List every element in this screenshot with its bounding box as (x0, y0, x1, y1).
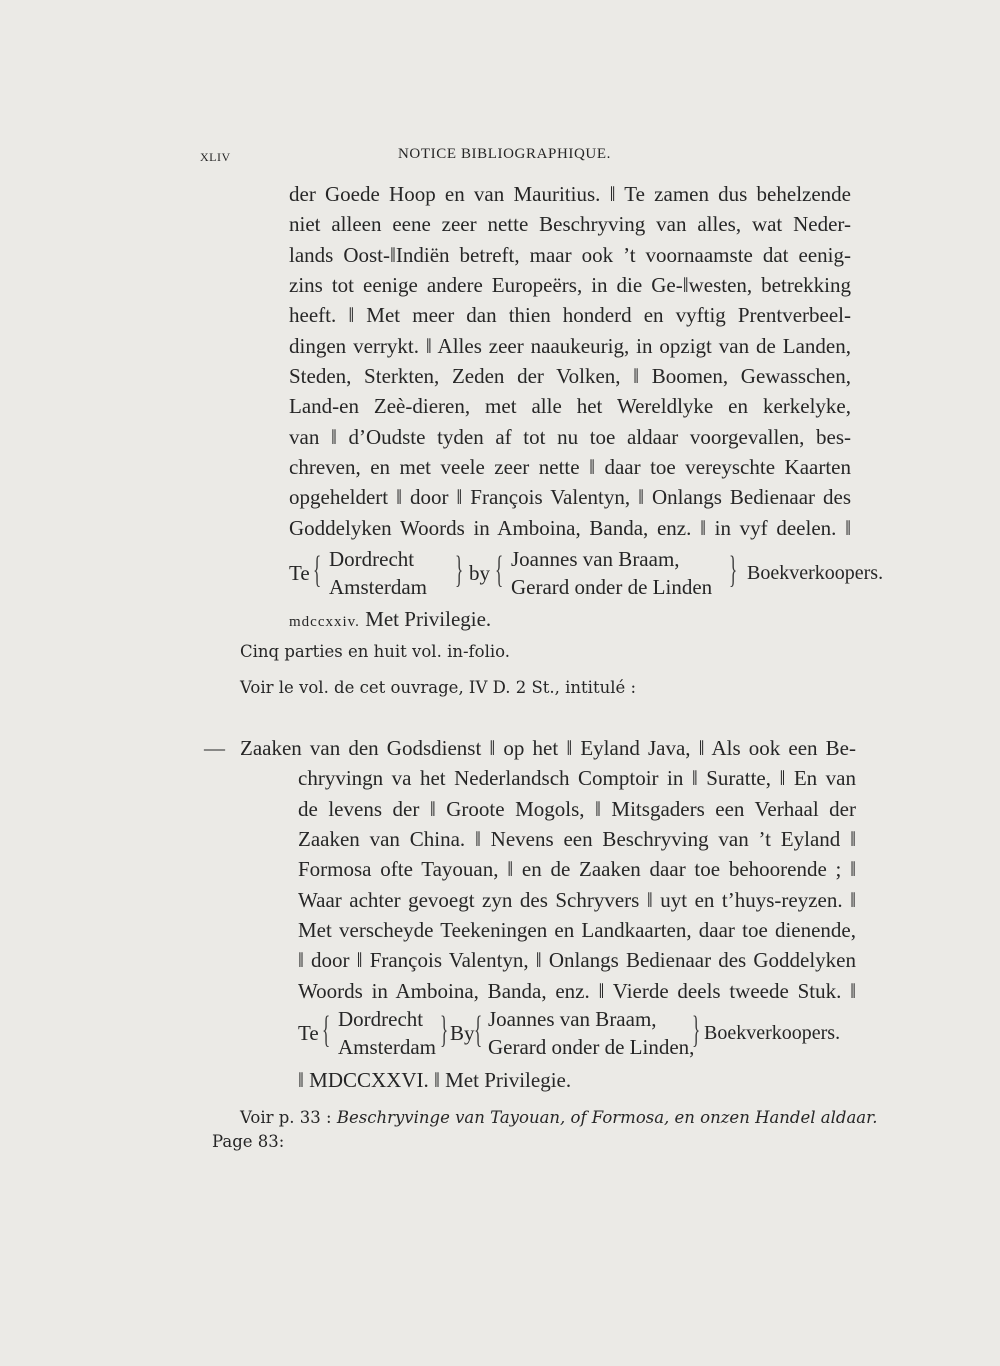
text-line: chreven, en met veele zeer nette ‖ daar toe vereyschte Kaarten (289, 455, 851, 479)
imprint-trade: Boekverkoopers. (704, 1022, 841, 1044)
folio-number: XLIV (200, 150, 231, 164)
text-line: Goddelyken Woords in Amboina, Banda, enz. ‖ in vyf deelen. ‖ (289, 516, 851, 540)
imprint-te: Te (298, 1021, 319, 1045)
imprint-printer: Gerard onder de Linden (511, 575, 713, 599)
imprint-printer: Gerard onder de Linden, (488, 1035, 695, 1059)
text-line: van ‖ d’Oudste tyden af tot nu toe aldaar voorgevallen, bes- (289, 425, 851, 449)
text-line: opgeheldert ‖ door ‖ François Valentyn, ‖ Onlangs Bedienaar des (289, 485, 851, 509)
imprint-city: Amsterdam (338, 1035, 436, 1059)
see-also-note (240, 1107, 877, 1129)
page-header (0, 146, 1000, 166)
brace-icon: { (313, 549, 322, 591)
imprint-printer: Joannes van Braam, (488, 1007, 657, 1031)
text-line: Met verscheyde Teekeningen en Landkaarten, daar toe dienende, (298, 918, 856, 942)
text-line: Zaaken van China. ‖ Nevens een Beschryving van ’t Eyland ‖ (298, 827, 856, 851)
brace-icon: { (322, 1009, 331, 1051)
imprint-block (289, 546, 884, 606)
text-line: der Goede Hoop en van Mauritius. ‖ Te zamen dus behelzende (289, 182, 851, 206)
brace-icon: { (495, 549, 504, 591)
imprint-te: Te (289, 561, 310, 585)
text-line: niet alleen eene zeer nette Beschryving van alles, wat Neder- (289, 212, 851, 236)
imprint-city: Amsterdam (329, 575, 427, 599)
date-roman: mdccxxiv. (289, 614, 360, 630)
page-reference: Page 83: (212, 1132, 285, 1151)
brace-icon: { (474, 1009, 483, 1051)
running-title: NOTICE BIBLIOGRAPHIQUE. (398, 146, 611, 162)
text-line: de levens der ‖ Groote Mogols, ‖ Mitsgaders een Verhaal der (298, 797, 856, 821)
text-line: chryvingn va het Nederlandsch Comptoir in ‖ Suratte, ‖ En van (298, 766, 856, 790)
imprint-date: ‖ MDCCXXVI. ‖ Met Privilegie. (298, 1068, 572, 1092)
brace-icon: } (455, 549, 464, 591)
brace-icon: } (440, 1009, 449, 1051)
text-line: ‖ door ‖ François Valentyn, ‖ Onlangs Bedienaar des Goddelyken (298, 948, 856, 972)
text-line: Land-en Zeè-dieren, met alle het Wereldlyke en kerkelyke, (289, 394, 851, 418)
imprint-block (298, 1006, 858, 1066)
format-note: Cinq parties en huit vol. in-folio. (240, 642, 511, 661)
text-line: Steden, Sterkten, Zeden der Volken, ‖ Boomen, Gewasschen, (289, 364, 851, 388)
imprint-trade: Boekverkoopers. (747, 562, 884, 584)
imprint-city: Dordrecht (329, 547, 415, 571)
imprint-date (289, 606, 491, 635)
imprint-by: by (469, 561, 490, 585)
brace-icon: } (692, 1009, 701, 1051)
text-line: heeft. ‖ Met meer dan thien honderd en vyftig Prentverbeel- (289, 303, 851, 327)
see-also-title: Beschryvinge van Tayouan, of Formosa, en onzen Handel aldaar. (336, 1108, 878, 1127)
text-line: Zaaken van den Godsdienst ‖ op het ‖ Eyland Java, ‖ Als ook een Be- (240, 736, 856, 760)
text-line: Formosa ofte Tayouan, ‖ en de Zaaken daar toe behoorende ; ‖ (298, 857, 856, 881)
see-also-prefix: Voir p. 33 : (240, 1108, 332, 1127)
text-line: lands Oost-‖Indiën betreft, maar ook ’t voornaamste dat eenig- (289, 243, 851, 267)
entry-dash: — (204, 736, 225, 760)
text-line: Woords in Amboina, Banda, enz. ‖ Vierde deels tweede Stuk. ‖ (298, 979, 856, 1003)
imprint-by: By (450, 1021, 475, 1045)
text-line: dingen verrykt. ‖ Alles zeer naaukeurig, in opzigt van de Landen, (289, 334, 851, 358)
reference-note: Voir le vol. de cet ouvrage, IV D. 2 St., intitulé : (240, 678, 637, 697)
privilege-text: Met Privilegie. (365, 607, 492, 631)
text-line: Waar achter gevoegt zyn des Schryvers ‖ uyt en t’huys-reyzen. ‖ (298, 888, 856, 912)
brace-icon: } (729, 549, 738, 591)
imprint-city: Dordrecht (338, 1007, 424, 1031)
text-line: zins tot eenige andere Europeërs, in die Ge-‖westen, betrekking (289, 273, 851, 297)
imprint-printer: Joannes van Braam, (511, 547, 680, 571)
